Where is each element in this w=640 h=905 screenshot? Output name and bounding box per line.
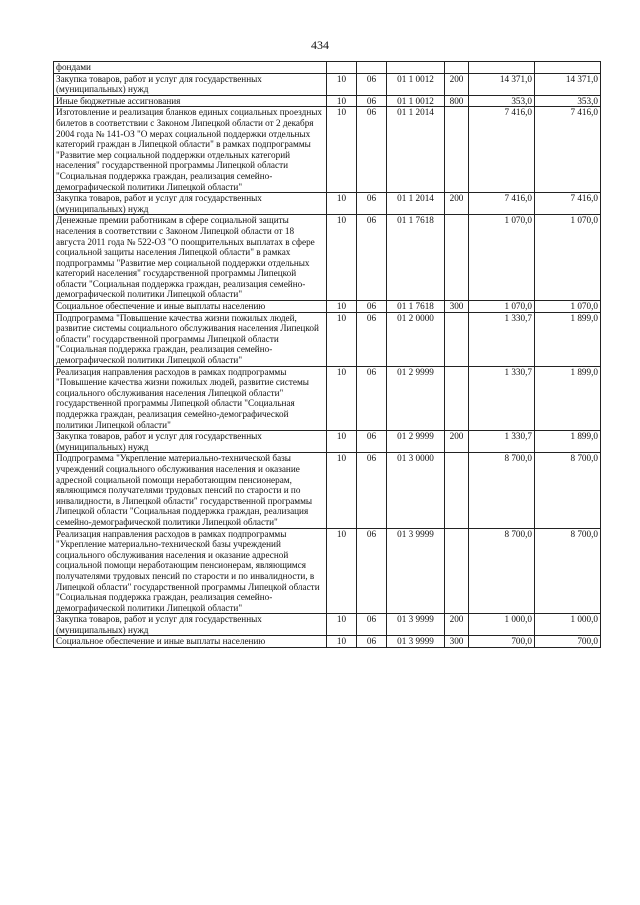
row-amount-year-2: 8 700,0 xyxy=(535,453,601,528)
row-target-article: 01 2 0000 xyxy=(387,312,445,366)
row-amount-year-2: 7 416,0 xyxy=(535,107,601,193)
row-name: Закупка товаров, работ и услуг для государственных (муниципальных) нужд xyxy=(54,614,327,636)
row-amount-year-2: 7 416,0 xyxy=(535,193,601,215)
row-amount-year-2: 1 899,0 xyxy=(535,431,601,453)
row-target-article: 01 3 9999 xyxy=(387,528,445,614)
row-target-article: 01 1 0012 xyxy=(387,95,445,107)
table-row xyxy=(54,62,601,74)
row-target-article: 01 3 9999 xyxy=(387,636,445,648)
row-ministry-code: 10 xyxy=(327,73,357,95)
row-ministry-code: 10 xyxy=(327,312,357,366)
row-section-code: 06 xyxy=(357,312,387,366)
row-amount-year-1: 8 700,0 xyxy=(469,528,535,614)
row-amount-year-1 xyxy=(469,62,535,74)
table-row xyxy=(54,193,601,215)
row-amount-year-2: 353,0 xyxy=(535,95,601,107)
row-name: Подпрограмма "Укрепление материально-технической базы учреждений социального обслуживания населения и оказание адресной социальной помощи неработающим пенсионерам, являющимся получателями трудовых пенсий по старости и по инвалидности, в Липецкой области" государственной программы Липецкой области "Социальная поддержка граждан, реализация семейно-демографической политики Липецкой области" xyxy=(54,453,327,528)
row-ministry-code xyxy=(327,62,357,74)
row-target-article: 01 3 0000 xyxy=(387,453,445,528)
table-row xyxy=(54,215,601,301)
row-amount-year-2: 1 070,0 xyxy=(535,215,601,301)
row-target-article: 01 2 9999 xyxy=(387,366,445,431)
table-row xyxy=(54,95,601,107)
row-amount-year-2: 1 000,0 xyxy=(535,614,601,636)
row-target-article: 01 1 2014 xyxy=(387,107,445,193)
row-name: Закупка товаров, работ и услуг для государственных (муниципальных) нужд xyxy=(54,73,327,95)
row-name: Реализация направления расходов в рамках подпрограммы "Укрепление материально-технической базы учреждений социального обслуживания населения и оказание адресной социальной помощи неработающим пенсионерам, являющимся получателями трудовых пенсий по старости и по инвалидности, в Липецкой области" государственной программы Липецкой области "Социальная поддержка граждан, реализация семейно-демографической политики Липецкой области" xyxy=(54,528,327,614)
page-number: 434 xyxy=(311,38,329,52)
table-row xyxy=(54,453,601,528)
row-amount-year-1: 8 700,0 xyxy=(469,453,535,528)
row-section-code: 06 xyxy=(357,73,387,95)
row-section-code: 06 xyxy=(357,431,387,453)
row-ministry-code: 10 xyxy=(327,301,357,313)
row-name: фондами xyxy=(54,62,327,74)
row-amount-year-1: 14 371,0 xyxy=(469,73,535,95)
row-name: Реализация направления расходов в рамках подпрограммы "Повышение качества жизни пожилых людей, развитие системы социального обслуживания населения Липецкой области" государственной программы Липецкой области "Социальная поддержка граждан, реализация семейно-демографической политики Липецкой области" xyxy=(54,366,327,431)
row-section-code: 06 xyxy=(357,95,387,107)
row-ministry-code: 10 xyxy=(327,528,357,614)
table-row xyxy=(54,73,601,95)
row-section-code: 06 xyxy=(357,107,387,193)
row-name: Иные бюджетные ассигнования xyxy=(54,95,327,107)
row-amount-year-2 xyxy=(535,62,601,74)
row-ministry-code: 10 xyxy=(327,95,357,107)
row-expense-type xyxy=(445,62,469,74)
row-expense-type xyxy=(445,312,469,366)
row-expense-type xyxy=(445,107,469,193)
row-amount-year-1: 7 416,0 xyxy=(469,193,535,215)
row-expense-type: 300 xyxy=(445,301,469,313)
row-ministry-code: 10 xyxy=(327,431,357,453)
row-expense-type: 300 xyxy=(445,636,469,648)
row-expense-type: 800 xyxy=(445,95,469,107)
row-amount-year-1: 353,0 xyxy=(469,95,535,107)
budget-table xyxy=(53,61,601,648)
row-section-code: 06 xyxy=(357,528,387,614)
row-expense-type xyxy=(445,366,469,431)
row-expense-type xyxy=(445,528,469,614)
budget-table-body xyxy=(54,62,601,648)
table-row xyxy=(54,431,601,453)
row-ministry-code: 10 xyxy=(327,636,357,648)
row-section-code: 06 xyxy=(357,193,387,215)
row-section-code: 06 xyxy=(357,614,387,636)
row-target-article: 01 1 7618 xyxy=(387,301,445,313)
row-section-code: 06 xyxy=(357,453,387,528)
row-section-code: 06 xyxy=(357,215,387,301)
row-target-article: 01 1 2014 xyxy=(387,193,445,215)
row-amount-year-1: 7 416,0 xyxy=(469,107,535,193)
row-ministry-code: 10 xyxy=(327,366,357,431)
row-amount-year-1: 1 000,0 xyxy=(469,614,535,636)
row-amount-year-1: 1 070,0 xyxy=(469,215,535,301)
row-ministry-code: 10 xyxy=(327,215,357,301)
table-row xyxy=(54,528,601,614)
row-name: Закупка товаров, работ и услуг для государственных (муниципальных) нужд xyxy=(54,431,327,453)
row-expense-type: 200 xyxy=(445,614,469,636)
table-row xyxy=(54,614,601,636)
row-ministry-code: 10 xyxy=(327,193,357,215)
row-target-article: 01 1 7618 xyxy=(387,215,445,301)
row-target-article xyxy=(387,62,445,74)
row-expense-type: 200 xyxy=(445,193,469,215)
row-amount-year-2: 1 899,0 xyxy=(535,312,601,366)
row-expense-type: 200 xyxy=(445,431,469,453)
row-name: Социальное обеспечение и иные выплаты населению xyxy=(54,636,327,648)
row-name: Изготовление и реализация бланков единых социальных проездных билетов в соответствии с Законом Липецкой области от 2 декабря 2004 года № 141-ОЗ "О мерах социальной поддержки отдельных категорий граждан в Липецкой области" в рамках подпрограммы "Развитие мер социальной поддержки отдельных категорий населения" государственной программы Липецкой области "Социальная поддержка граждан, реализация семейно-демографической политики Липецкой области" xyxy=(54,107,327,193)
row-expense-type: 200 xyxy=(445,73,469,95)
row-ministry-code: 10 xyxy=(327,453,357,528)
row-expense-type xyxy=(445,453,469,528)
row-target-article: 01 1 0012 xyxy=(387,73,445,95)
table-row xyxy=(54,301,601,313)
row-section-code: 06 xyxy=(357,366,387,431)
row-amount-year-2: 1 899,0 xyxy=(535,366,601,431)
row-amount-year-1: 1 070,0 xyxy=(469,301,535,313)
row-amount-year-1: 1 330,7 xyxy=(469,366,535,431)
row-target-article: 01 3 9999 xyxy=(387,614,445,636)
row-section-code xyxy=(357,62,387,74)
row-target-article: 01 2 9999 xyxy=(387,431,445,453)
table-row xyxy=(54,636,601,648)
row-amount-year-1: 700,0 xyxy=(469,636,535,648)
row-ministry-code: 10 xyxy=(327,107,357,193)
row-name: Подпрограмма "Повышение качества жизни пожилых людей, развитие системы социального обслуживания населения Липецкой области" государственной программы Липецкой области "Социальная поддержка граждан, реализация семейно-демографической политики Липецкой области" xyxy=(54,312,327,366)
row-amount-year-2: 8 700,0 xyxy=(535,528,601,614)
table-row xyxy=(54,366,601,431)
row-amount-year-1: 1 330,7 xyxy=(469,431,535,453)
row-amount-year-2: 700,0 xyxy=(535,636,601,648)
table-row xyxy=(54,107,601,193)
row-amount-year-2: 1 070,0 xyxy=(535,301,601,313)
row-amount-year-1: 1 330,7 xyxy=(469,312,535,366)
row-section-code: 06 xyxy=(357,301,387,313)
row-name: Социальное обеспечение и иные выплаты населению xyxy=(54,301,327,313)
row-section-code: 06 xyxy=(357,636,387,648)
table-row xyxy=(54,312,601,366)
row-amount-year-2: 14 371,0 xyxy=(535,73,601,95)
row-ministry-code: 10 xyxy=(327,614,357,636)
row-name: Закупка товаров, работ и услуг для государственных (муниципальных) нужд xyxy=(54,193,327,215)
row-expense-type xyxy=(445,215,469,301)
row-name: Денежные премии работникам в сфере социальной защиты населения в соответствии с Законом Липецкой области от 18 августа 2011 года № 522-ОЗ "О поощрительных выплатах в сфере социальной защиты населения Липецкой области" в рамках подпрограммы "Развитие мер социальной поддержки отдельных категорий населения" государственной программы Липецкой области "Социальная поддержка граждан, реализация семейно-демографической политики Липецкой области" xyxy=(54,215,327,301)
